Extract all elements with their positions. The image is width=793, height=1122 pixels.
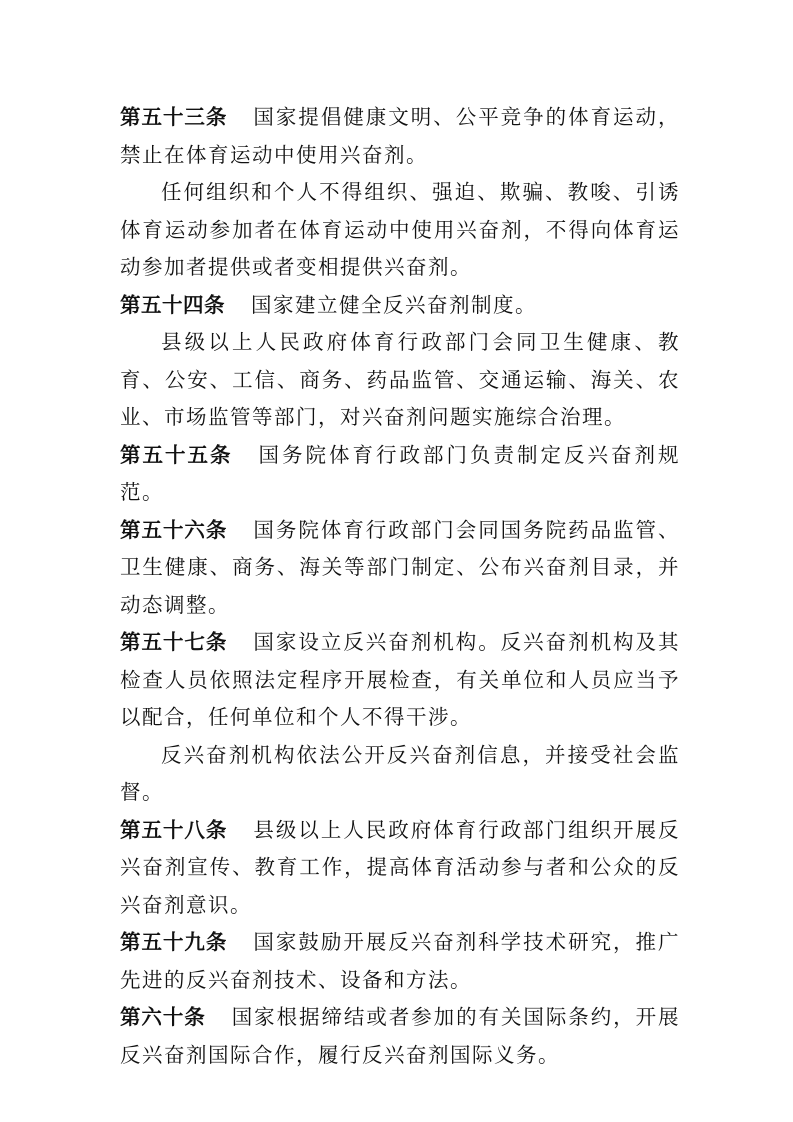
article-text: 国务院体育行政部门负责制定反兴奋剂规范。 <box>120 442 680 504</box>
document-page <box>120 99 680 1074</box>
article-58 <box>120 812 680 925</box>
article-text: 国家设立反兴奋剂机构。反兴奋剂机构及其检查人员依照法定程序开展检查，有关单位和人员应当予以配合，任何单位和个人不得干涉。 <box>120 630 681 729</box>
article-text: 国家建立健全反兴奋剂制度。 <box>251 292 537 317</box>
article-paragraph <box>120 512 680 625</box>
article-text: 国家鼓励开展反兴奋剂科学技术研究，推广先进的反兴奋剂技术、设备和方法。 <box>120 930 681 992</box>
article-paragraph: 任何组织和个人不得组织、强迫、欺骗、教唆、引诱体育运动参加者在体育运动中使用兴奋剂，不得向体育运动参加者提供或者变相提供兴奋剂。 <box>120 180 680 279</box>
article-paragraph: 县级以上人民政府体育行政部门会同卫生健康、教育、公安、工信、商务、药品监管、交通运输、海关、农业、市场监管等部门，对兴奋剂问题实施综合治理。 <box>120 330 680 429</box>
article-55 <box>120 437 680 512</box>
article-paragraph <box>120 924 680 999</box>
article-number: 第六十条 <box>120 1005 206 1029</box>
article-56 <box>120 512 680 625</box>
article-59 <box>120 924 680 999</box>
article-paragraph <box>120 287 680 325</box>
article-paragraph: 反兴奋剂机构依法公开反兴奋剂信息，并接受社会监督。 <box>120 742 680 804</box>
article-text: 国家根据缔结或者参加的有关国际条约，开展反兴奋剂国际合作，履行反兴奋剂国际义务。 <box>120 1005 681 1067</box>
article-53 <box>120 99 680 287</box>
article-paragraph <box>120 437 680 512</box>
article-54 <box>120 287 680 437</box>
article-number: 第五十三条 <box>120 105 228 129</box>
article-number: 第五十八条 <box>120 817 228 842</box>
article-paragraph <box>120 812 680 925</box>
article-text: 县级以上人民政府体育行政部门组织开展反兴奋剂宣传、教育工作，提高体育活动参与者和公众的反兴奋剂意识。 <box>120 817 681 917</box>
article-paragraph <box>120 624 680 737</box>
article-text: 国务院体育行政部门会同国务院药品监管、卫生健康、商务、海关等部门制定、公布兴奋剂目录，并动态调整。 <box>120 517 681 617</box>
article-60 <box>120 999 680 1074</box>
article-number: 第五十六条 <box>120 517 228 542</box>
article-number: 第五十七条 <box>120 630 228 654</box>
article-text: 国家提倡健康文明、公平竞争的体育运动，禁止在体育运动中使用兴奋剂。 <box>120 105 681 167</box>
article-number: 第五十九条 <box>120 930 228 954</box>
article-number: 第五十五条 <box>120 442 233 467</box>
article-paragraph <box>120 99 680 174</box>
article-number: 第五十四条 <box>120 292 225 317</box>
article-paragraph <box>120 999 680 1074</box>
article-57 <box>120 624 680 812</box>
